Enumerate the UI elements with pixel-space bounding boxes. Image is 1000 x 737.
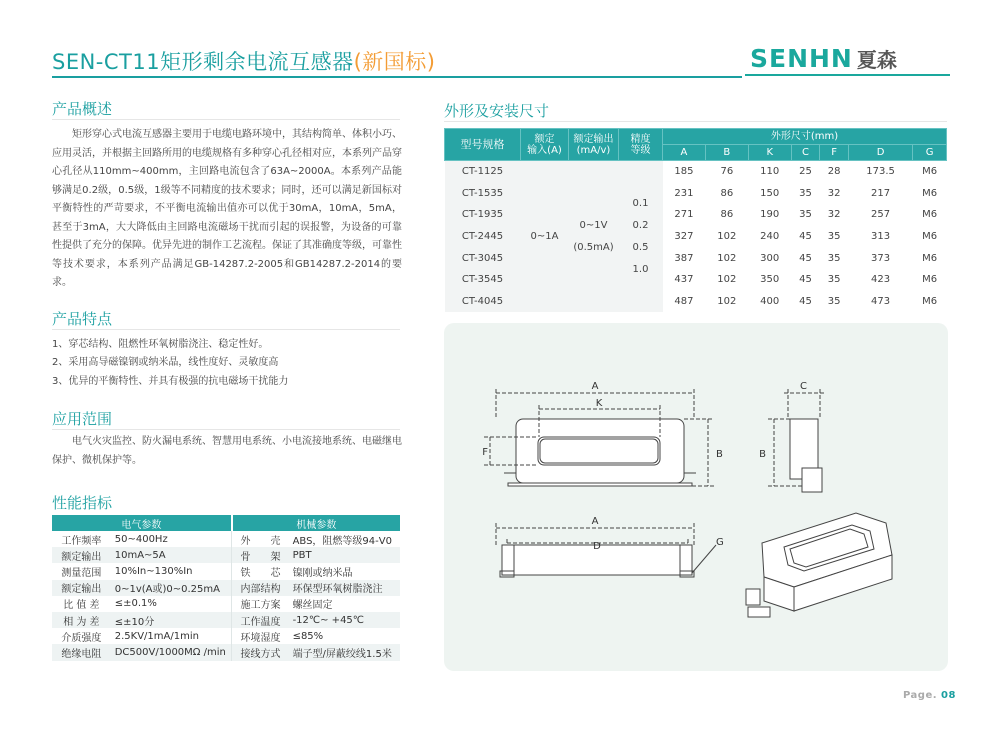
table-cell: 工作温度 (232, 612, 289, 628)
accuracy-cell: 0.1 0.2 0.5 1.0 (619, 161, 663, 313)
title-rule (52, 76, 742, 78)
model-cell: CT-3045 (445, 247, 521, 269)
table-cell: 额定输出 (52, 547, 111, 563)
dim-cell: 110 (748, 161, 791, 183)
dim-cell: M6 (913, 269, 947, 291)
table-cell: 额定输出 (52, 580, 111, 596)
dimensions-divider (444, 121, 947, 122)
page-number: Page. 08 (903, 690, 956, 701)
table-cell: 工作频率 (52, 531, 111, 547)
brand-logo (750, 44, 897, 73)
table-row (52, 563, 400, 579)
label-G: G (716, 537, 724, 548)
dim-cell: M6 (913, 161, 947, 183)
dim-cell: 473 (848, 291, 912, 313)
table-cell: ≤±0.1% (111, 596, 232, 612)
dim-cell: 271 (663, 204, 706, 226)
performance-table (52, 515, 400, 661)
model-cell: CT-1935 (445, 204, 521, 226)
label-B: B (716, 449, 723, 460)
table-cell: 环境湿度 (232, 628, 289, 644)
table-cell: 施工方案 (232, 596, 289, 612)
dim-cell: 437 (663, 269, 706, 291)
table-cell: 螺丝固定 (289, 596, 400, 612)
table-row (445, 226, 947, 248)
logo-rule (745, 74, 950, 76)
dim-cell: M6 (913, 182, 947, 204)
dim-cell: 35 (791, 182, 820, 204)
col-mechanical: 机械参数 (232, 515, 400, 531)
performance-heading: 性能指标 (52, 494, 113, 512)
model-cell: CT-1535 (445, 182, 521, 204)
dim-cell: 45 (791, 226, 820, 248)
table-row (52, 547, 400, 563)
dim-cell: 327 (663, 226, 706, 248)
dim-cell: M6 (913, 247, 947, 269)
table-cell: ABS，阻燃等级94-V0 (289, 531, 400, 547)
dim-cell: 185 (663, 161, 706, 183)
model-cell: CT-1125 (445, 161, 521, 183)
dim-cell: 190 (748, 204, 791, 226)
application-heading: 应用范围 (52, 410, 113, 428)
size-col-header: K (748, 145, 791, 161)
table-cell: 绝缘电阻 (52, 644, 111, 660)
dim-cell: 35 (820, 291, 849, 313)
dim-cell: 86 (705, 182, 748, 204)
size-col-header: G (913, 145, 947, 161)
dim-cell: 35 (820, 226, 849, 248)
dim-cell: 231 (663, 182, 706, 204)
table-cell: 骨 架 (232, 547, 289, 563)
page-title: SEN-CT11矩形剩余电流互感器(新国标) (52, 50, 436, 74)
table-cell: PBT (289, 547, 400, 563)
size-col-header: B (705, 145, 748, 161)
table-cell: 比 值 差 (52, 596, 111, 612)
dim-cell: 102 (705, 269, 748, 291)
dim-cell: 313 (848, 226, 912, 248)
table-row (52, 531, 400, 547)
features-heading: 产品特点 (52, 310, 113, 328)
dim-cell: 102 (705, 291, 748, 313)
dim-cell: 45 (791, 247, 820, 269)
model-cell: CT-2445 (445, 226, 521, 248)
features-list (52, 336, 288, 391)
table-cell: 接线方式 (232, 644, 289, 660)
table-cell: 镍刚或纳米晶 (289, 563, 400, 579)
table-row (52, 596, 400, 612)
overview-divider (52, 119, 400, 120)
table-cell: 内部结构 (232, 580, 289, 596)
label-D: D (593, 541, 601, 552)
dim-cell: 35 (820, 247, 849, 269)
label-A: A (591, 381, 599, 392)
label-C: C (800, 381, 807, 392)
model-cell: CT-4045 (445, 291, 521, 313)
table-cell: 相 为 差 (52, 612, 111, 628)
label-F: F (482, 447, 488, 458)
dim-cell: 32 (820, 204, 849, 226)
list-item: 1、穿芯结构、阻燃性环氧树脂浇注、稳定性好。 (52, 339, 269, 350)
dim-cell: 28 (820, 161, 849, 183)
table-cell: ≤85% (289, 628, 400, 644)
list-item: 3、优异的平衡特性、并具有极强的抗电磁场干扰能力 (52, 375, 289, 387)
size-col-header: C (791, 145, 820, 161)
output-cell: 0~1V (0.5mA) (569, 161, 619, 313)
table-row (52, 580, 400, 596)
table-row (445, 204, 947, 226)
dim-cell: 76 (705, 161, 748, 183)
col-electrical: 电气参数 (52, 515, 232, 531)
h-output: 额定输出 (mA/v) (569, 129, 619, 161)
h-model: 型号规格 (445, 129, 521, 161)
logo-word: SENHN (750, 44, 853, 73)
h-accuracy: 精度 等级 (619, 129, 663, 161)
dim-cell: 300 (748, 247, 791, 269)
dim-cell: 45 (791, 269, 820, 291)
h-input: 额定 输入(A) (521, 129, 569, 161)
dimensions-heading: 外形及安装尺寸 (444, 102, 550, 120)
table-row (445, 269, 947, 291)
label-K: K (595, 398, 603, 409)
dim-cell: 387 (663, 247, 706, 269)
table-cell: 50~400Hz (111, 531, 232, 547)
application-text: 电气火灾监控、防火漏电系统、智慧用电系统、小电流接地系统、电磁继电保护、微机保护等。 (52, 436, 402, 466)
dim-cell: 373 (848, 247, 912, 269)
dim-cell: 257 (848, 204, 912, 226)
dim-cell: 173.5 (848, 161, 912, 183)
table-row (445, 291, 947, 313)
dim-cell: M6 (913, 204, 947, 226)
table-cell: DC500V/1000MΩ /min (111, 644, 232, 660)
application-divider (52, 429, 400, 430)
dim-cell: 240 (748, 226, 791, 248)
dimension-drawing (444, 323, 948, 671)
table-cell: 10mA~5A (111, 547, 232, 563)
dimensions-table (444, 128, 947, 312)
dim-cell: 217 (848, 182, 912, 204)
dim-cell: 487 (663, 291, 706, 313)
dim-cell: 423 (848, 269, 912, 291)
table-cell: 0~1v(A或)0~0.25mA (111, 580, 232, 596)
dim-cell: 400 (748, 291, 791, 313)
table-cell: 10%In~130%In (111, 563, 232, 579)
table-row (52, 612, 400, 628)
table-cell: 测量范围 (52, 563, 111, 579)
dim-cell: 35 (820, 269, 849, 291)
dim-cell: 102 (705, 247, 748, 269)
table-row (445, 182, 947, 204)
size-col-header: D (848, 145, 912, 161)
dim-cell: M6 (913, 226, 947, 248)
model-cell: CT-3545 (445, 269, 521, 291)
table-cell: 端子型/屏蔽绞线1.5米 (289, 644, 400, 660)
list-item: 2、采用高导磁镍钢或纳米晶，线性度好、灵敏度高 (52, 357, 279, 369)
table-row (52, 644, 400, 660)
table-cell: 环保型环氧树脂浇注 (289, 580, 400, 596)
dim-cell: 150 (748, 182, 791, 204)
size-col-header: F (820, 145, 849, 161)
overview-heading: 产品概述 (52, 100, 113, 118)
dim-cell: M6 (913, 291, 947, 313)
label-A-bottom: A (591, 516, 599, 527)
features-divider (52, 329, 400, 330)
table-cell: 2.5KV/1mA/1min (111, 628, 232, 644)
table-row (52, 628, 400, 644)
logo-cn: 夏森 (856, 48, 897, 72)
input-cell: 0~1A (521, 161, 569, 313)
table-cell: 铁 芯 (232, 563, 289, 579)
dim-cell: 102 (705, 226, 748, 248)
dim-cell: 86 (705, 204, 748, 226)
dim-cell: 350 (748, 269, 791, 291)
dim-cell: 25 (791, 161, 820, 183)
table-cell: 外 壳 (232, 531, 289, 547)
dim-cell: 35 (791, 204, 820, 226)
table-row (445, 161, 947, 183)
size-col-header: A (663, 145, 706, 161)
dim-cell: 32 (820, 182, 849, 204)
table-cell: 介质强度 (52, 628, 111, 644)
table-cell: ≤±10分 (111, 612, 232, 628)
dim-cell: 45 (791, 291, 820, 313)
h-size: 外形尺寸(mm) (663, 129, 947, 145)
table-cell: -12℃~ +45℃ (289, 612, 400, 628)
table-row (445, 247, 947, 269)
overview-text: 矩形穿心式电流互感器主要用于电缆电路环境中，其结构简单、体积小巧、应用灵活，并根据主回路所用的电缆规格有多种穿心孔径相对应，本系列产品穿心孔径从110mm~400mm，主回路电流包含了63A~2000A。本系列产品能够满足0.2级，0.5级，1级等不同精度的技术要求；同时，还可以满足新国标对平衡特性的严苛要求，不平衡电流输出值亦可以优于30mA，10mA，5mA，甚至于3mA，大大降低由主回路电流磁场干扰而引起的误报警，为设备的可靠性提供了充分的保障。优异先进的制作工艺流程。保证了其准确度等级，可靠性等技术要求，本系列产品满足GB-14287.2-2005和GB14287.2-2014的要求。 (52, 129, 402, 288)
label-B-side: B (759, 449, 766, 460)
